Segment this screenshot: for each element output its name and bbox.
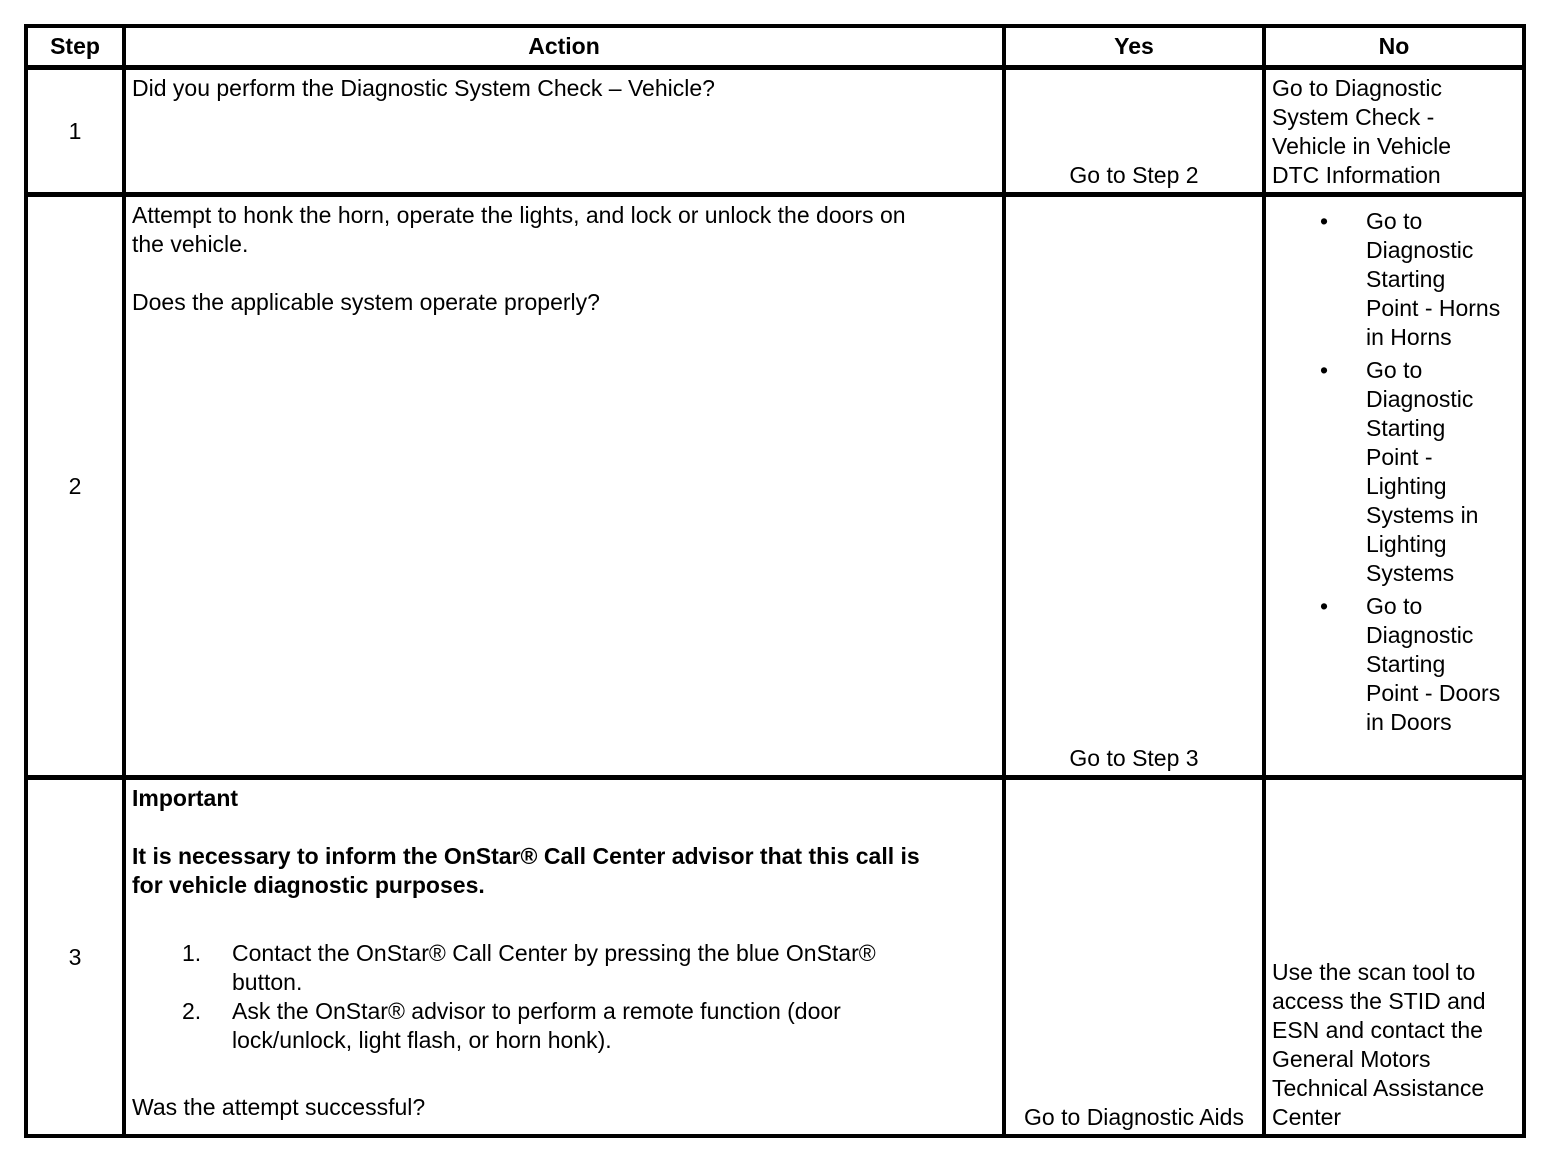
bullet-line: Starting [1366,266,1446,292]
bullet-icon: • [1320,357,1329,383]
bullet-line: Starting [1366,415,1446,441]
no-bullet-item [1266,356,1522,588]
bullet-icon: • [1320,593,1329,619]
bullet-line: in Horns [1366,324,1452,350]
yes-cell [1006,780,1262,1134]
step-line: lock/unlock, light flash, or horn honk). [232,1027,612,1053]
header-no: No [1266,28,1522,65]
bullet-line: Diagnostic [1366,386,1474,412]
question-text: Does the applicable system operate properly? [132,289,600,315]
no-cell [1266,197,1522,775]
yes-cell [1006,197,1262,775]
bullet-line: Point - Horns [1366,295,1501,321]
header-action: Action [126,28,1002,65]
bullet-icon: • [1320,208,1329,234]
diagnostic-table [24,24,1526,1138]
bullet-line: Go to [1366,208,1423,234]
question-text: Was the attempt successful? [132,1094,426,1120]
no-line: Vehicle in Vehicle [1272,133,1452,159]
action-line: Attempt to honk the horn, operate the lights, and lock or unlock the doors on [132,202,906,228]
bullet-line: Systems in [1366,502,1479,528]
action-cell [126,197,1002,775]
bullet-line: Lighting [1366,531,1447,557]
no-line: General Motors [1272,1046,1431,1072]
no-line: Go to Diagnostic [1272,75,1443,101]
yes-text: Go to Step 3 [1069,745,1199,771]
step-line: Ask the OnStar® advisor to perform a remote function (door [232,998,841,1024]
yes-cell [1006,70,1262,192]
bullet-line: Go to [1366,593,1423,619]
step-marker: 1. [182,940,202,966]
no-cell [1266,780,1522,1134]
header-yes: Yes [1006,28,1262,65]
important-label: Important [132,785,239,811]
action-cell [126,70,1002,192]
no-cell [1266,70,1522,192]
step-number: 1 [28,70,122,192]
action-text: Did you perform the Diagnostic System Check – Vehicle? [132,75,715,101]
yes-text: Go to Step 2 [1069,162,1199,188]
bullet-line: Point - Doors [1366,680,1501,706]
action-line: the vehicle. [132,231,249,257]
no-line: DTC Information [1272,162,1441,188]
step-number: 3 [28,780,122,1134]
bullet-line: Starting [1366,651,1446,677]
note-line: for vehicle diagnostic purposes. [132,872,485,898]
step-line: button. [232,969,303,995]
bullet-line: Point - [1366,444,1433,470]
no-bullet-item [1266,207,1522,352]
bullet-line: in Doors [1366,709,1452,735]
step-number: 2 [28,197,122,775]
step-marker: 2. [182,998,202,1024]
action-cell [126,780,1002,1134]
numbered-step [132,939,996,997]
bullet-line: Diagnostic [1366,622,1474,648]
step-line: Contact the OnStar® Call Center by pressing the blue OnStar® [232,940,876,966]
no-line: access the STID and [1272,988,1486,1014]
no-line: System Check - [1272,104,1435,130]
no-line: ESN and contact the [1272,1017,1483,1043]
no-line: Technical Assistance [1272,1075,1485,1101]
numbered-step [132,997,996,1055]
no-line: Use the scan tool to [1272,959,1476,985]
note-line: It is necessary to inform the OnStar® Call Center advisor that this call is [132,843,920,869]
yes-text: Go to Diagnostic Aids [1024,1104,1244,1130]
bullet-line: Go to [1366,357,1423,383]
bullet-line: Lighting [1366,473,1447,499]
bullet-line: Systems [1366,560,1455,586]
header-step: Step [28,28,122,65]
bullet-line: Diagnostic [1366,237,1474,263]
no-bullet-item [1266,592,1522,737]
no-line: Center [1272,1104,1342,1130]
